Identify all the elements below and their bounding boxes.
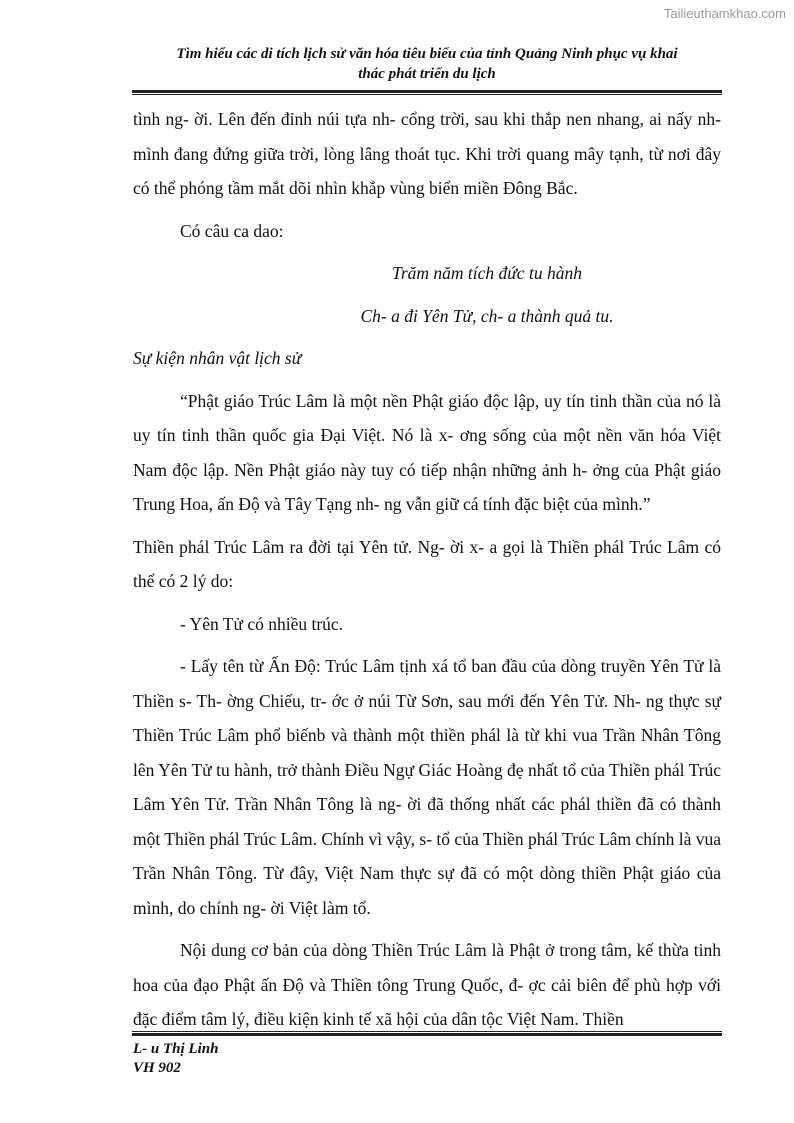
footer-divider: [132, 1031, 722, 1036]
watermark: Tailieuthamkhao.com: [663, 6, 786, 21]
page-header: [132, 44, 722, 84]
verse-line-2: Ch- a đi Yên Tử, ch- a thành quả tu.: [360, 305, 614, 326]
list-item-2: - Lấy tên từ Ấn Độ: Trúc Lâm tịnh xá tổ ban đầu của dòng truyền Yên Tử là Thiền s- Th- ờng Chiếu, tr- ớc ở núi Từ Sơn, sau mới đến Yên Tử. Nh- ng thực sự Thiền Trúc Lâm phổ biếnb và thành một thiền phál là từ khi vua Trần Nhân Tông lên Yên Tử tu hành, trở thành Điều Ngự Giác Hoàng đẹ nhất tổ của Thiền phál Trúc Lâm Yên Tử. Trần Nhân Tông là ng- ời đã thống nhất các phál thiền đã có thành một Thiền phál Trúc Lâm. Chính vì vậy, s- tổ của Thiền phál Trúc Lâm chính là vua Trần Nhân Tông. Từ đây, Việt Nam thực sự đã có một dòng thiền Phật giáo của mình, do chính ng- ời Việt làm tổ.: [133, 656, 721, 918]
list-item-1: - Yên Tử có nhiều trúc.: [180, 613, 344, 634]
quote-paragraph: “Phật giáo Trúc Lâm là một nền Phật giáo độc lập, uy tín tinh thần của nó là uy tín tinh thần quốc gia Đại Việt. Nó là x- ơng sống của một nền văn hóa Việt Nam độc lập. Nền Phật giáo này tuy có tiếp nhận những ảnh h- ởng của Phật giáo Trung Hoa, ấn Độ và Tây Tạng nh- ng vẫn giữ cá tính đặc biệt của mình.”: [133, 390, 721, 514]
paragraph-truc-lam: Thiền phál Trúc Lâm ra đời tại Yên tử. Ng- ời x- a gọi là Thiền phál Trúc Lâm có thể có 2 lý do:: [133, 536, 721, 591]
footer-author: L- u Thị Linh: [133, 1041, 219, 1057]
page-footer: [133, 1040, 218, 1078]
header-divider: [132, 90, 722, 95]
paragraph-ca-dao: Có câu ca dao:: [180, 220, 284, 241]
header-line-1: Tìm hiểu các di tích lịch sử văn hóa tiêu biểu của tỉnh Quảng Ninh phục vụ khai: [176, 46, 678, 62]
footer-class: VH 902: [133, 1060, 181, 1076]
verse-line-1: Trăm năm tích đức tu hành: [392, 263, 582, 283]
document-body: [133, 102, 721, 1037]
header-line-2: thác phát triển du lịch: [358, 66, 496, 82]
paragraph-intro: tình ng- ời. Lên đến đỉnh núi tựa nh- cổng trời, sau khi thắp nen nhang, ai nấy nh- mình đang đứng giữa trời, lòng lâng thoát tục. Khi trời quang mây tạnh, từ nơi đây có thể phóng tầm mắt dõi nhìn khắp vùng biển miền Đông Bắc.: [133, 109, 721, 198]
paragraph-content: Nội dung cơ bản của dòng Thiền Trúc Lâm là Phật ở trong tâm, kế thừa tinh hoa của đạo Phật ấn Độ và Thiền tông Trung Quốc, đ- ợc cải biên để phù hợp với đặc điểm tâm lý, điều kiện kinh tế xã hội của dân tộc Việt Nam. Thiền: [133, 940, 721, 1029]
section-heading: Sự kiện nhân vật lịch sử: [133, 348, 302, 368]
